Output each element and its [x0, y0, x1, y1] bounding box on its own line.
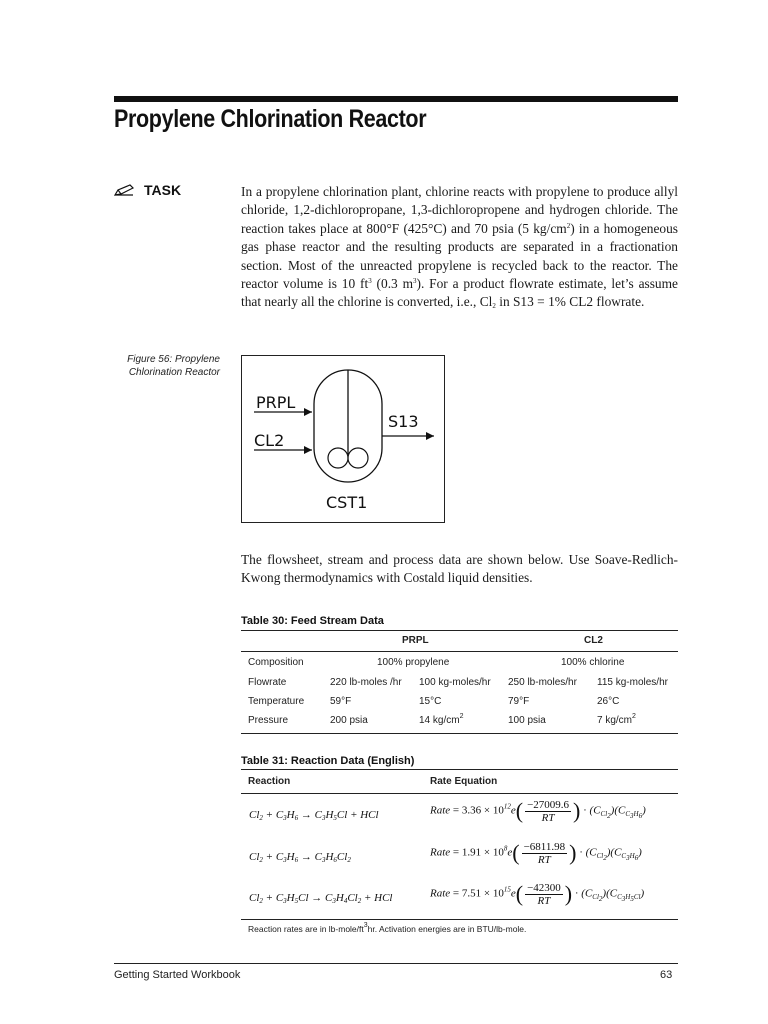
table30-cell: 59°F: [330, 696, 352, 707]
table30-cell: 15°C: [419, 696, 442, 707]
table30-label: Temperature: [248, 696, 305, 707]
impeller-right: [348, 448, 368, 468]
prpl-label: PRPL: [256, 393, 296, 412]
figure-caption: Figure 56: Propylene Chlorination Reactor: [127, 354, 220, 378]
intro-paragraph: In a propylene chlorination plant, chlorine reacts with propylene to produce allyl chloride, 1,2-dichloropropane, 1,3-dichloropropene and hydrogen chloride. The reaction takes place at 800°F (425°C) and 70 psia (5 $kg/cm^2$) in a homogeneous gas phase reactor and the resulting products are separated in a fractionation section. Most of the unreacted propylene is recycled back to the reactor. The reactor volume is 10 $ft^3$ (0.3 $m^3$). For a product flowrate estimate, let’s assume that nearly all the chlorine is converted, i.e., $Cl_2$ in S13 = 1% CL2 flowrate.: [241, 184, 678, 311]
impeller-left: [328, 448, 348, 468]
table30-cell: 200 psia: [330, 715, 368, 726]
table30-col-prpl: PRPL: [402, 635, 429, 646]
s13-label: S13: [388, 412, 419, 431]
table31-rule-bottom: [241, 919, 678, 920]
footer-rule: [114, 963, 678, 964]
table30-cell: 220 lb-moles /hr: [330, 677, 402, 688]
table30-cell: 100% propylene: [377, 657, 450, 668]
rate-equation-1: Rate = $3.36 \times 10^{12}e$( $\frac{-27009.6}{RT}$ ) · $(C_{Cl_2})(C_{C_3H_6})$: [430, 798, 646, 824]
table31-rule-header: [241, 793, 678, 794]
table30-cell: 115 kg-moles/hr: [597, 677, 668, 688]
reaction-equation-1: $Cl_2 + C_3H_6 \to C_3H_5Cl$ + HCl: [249, 809, 379, 822]
reactor-diagram: [242, 356, 444, 522]
table30-label: Pressure: [248, 715, 289, 726]
page-number: 63: [660, 969, 673, 981]
table30-label: Composition: [248, 657, 304, 668]
table30-rule-header: [241, 651, 678, 652]
task-label: TASK: [144, 182, 182, 198]
table30-cell: 79°F: [508, 696, 530, 707]
table31-col-reaction: Reaction: [248, 776, 291, 787]
table30-rule-bottom: [241, 733, 678, 734]
reaction-equation-2: $Cl_2 + C_3H_6 \to C_3H_6Cl_2$: [249, 851, 351, 864]
table31-col-rate: Rate Equation: [430, 776, 498, 787]
page-title: Propylene Chlorination Reactor: [114, 105, 427, 133]
table30-col-cl2: CL2: [584, 635, 603, 646]
cl2-label: CL2: [254, 431, 285, 450]
footer-title: Getting Started Workbook: [114, 969, 241, 981]
table30-cell: 100 psia: [508, 715, 546, 726]
pencil-icon: [114, 184, 134, 196]
rate-equation-3: Rate = $7.51 \times 10^{15}e$( $\frac{-42300}{RT}$ ) · $(C_{Cl_2})(C_{C_3H_5Cl})$: [430, 881, 645, 907]
rate-equation-2: Rate = $1.91 \times 10^8e$( $\frac{-6811.98}{RT}$ ) · $(C_{Cl_2})(C_{C_3H_6})$: [430, 840, 642, 866]
table30-cell: 100% chlorine: [561, 657, 625, 668]
table30-cell: 250 lb-moles/hr: [508, 677, 577, 688]
table30-cell: 100 kg-moles/hr: [419, 677, 491, 688]
table30-cell: 14 $kg/cm^2$: [419, 713, 464, 726]
reactor-figure: [241, 355, 445, 523]
table31-rule-top: [241, 769, 678, 770]
task-heading: [114, 182, 181, 198]
table31-note: Reaction rates are in $lb-mole/ft^3hr$. Activation energies are in BTU/lb-mole.: [248, 922, 527, 934]
table31-title: Table 31: Reaction Data (English): [241, 755, 415, 767]
table30-rule-top: [241, 630, 678, 631]
table30-cell: 7 $kg/cm^2$: [597, 713, 636, 726]
table30-label: Flowrate: [248, 677, 287, 688]
table30-title: Table 30: Feed Stream Data: [241, 615, 384, 627]
title-rule: [114, 96, 678, 102]
flowsheet-paragraph: The flowsheet, stream and process data are shown below. Use Soave-Redlich-Kwong thermodynamics with Costald liquid densities.: [241, 552, 678, 586]
cst1-label: CST1: [326, 493, 368, 512]
table30-cell: 26°C: [597, 696, 620, 707]
reaction-equation-3: $Cl_2 + C_3H_5Cl \to C_3H_4Cl_2$ + HCl: [249, 892, 393, 905]
